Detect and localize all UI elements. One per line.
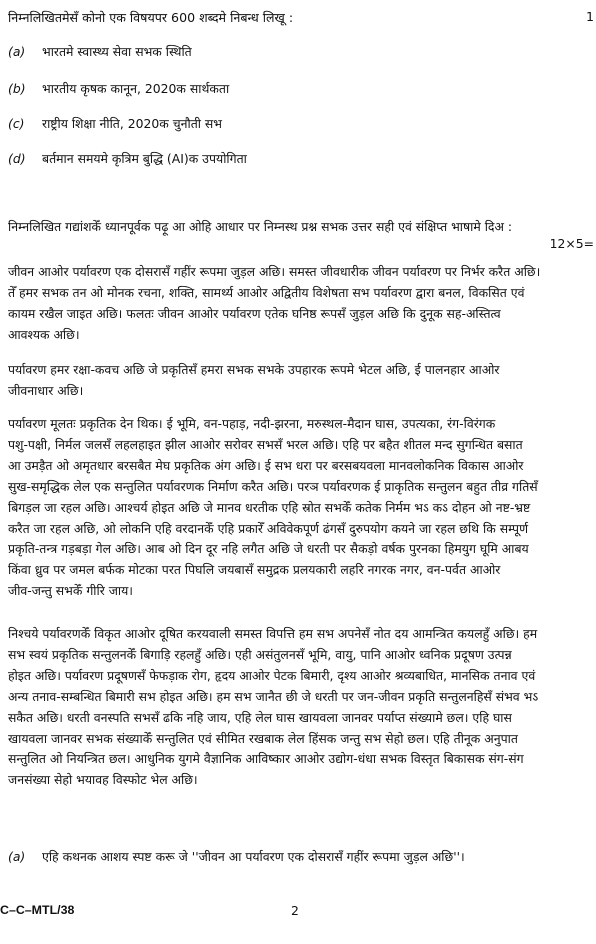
sub-question	[8, 848, 465, 865]
paragraph-line: आ उमड़ैत ओ अमृतधार बरसबैत मेघ प्रकृतिक अंग अछि। ई सभ धरा पर बरसबयवला मानवलोकनिक विकास आओर	[8, 457, 524, 473]
option-text: भारतमे स्वास्थ्य सेवा सभक स्थिति	[42, 44, 192, 59]
option-text: राष्ट्रीय शिक्षा नीति, 2020क चुनौती सभ	[42, 116, 222, 131]
paragraph-line: निश्चये पर्यावरणकेँ विकृत आओर दूषित करयवाली समस्त विपत्ति हम सभ अपनेसँ नोत दय आमन्त्रित कयलहुँ अछि। हम	[8, 626, 538, 641]
paragraph-line: पर्यावरण हमर रक्षा-कवच अछि जे प्रकृतिसँ हमरा सभक सभके उपहारक रूपमे भेटल अछि, ई पालनहार आओर	[8, 362, 500, 377]
paragraph-line: सन्तुलित ओ नियन्त्रित छल। आधुनिक युगमे वैज्ञानिक आविष्कार आओर उद्योग-धंधा सभक विस्तृत बिकासक संग-संग	[8, 751, 524, 767]
passage-instruction: निम्नलिखित गद्यांशकेँ ध्यानपूर्वक पढ़ू आ ओहि आधार पर निम्नस्थ प्रश्न सभक उत्तर सही एवं संक्षिप्त भाषामे दिअ :	[8, 219, 513, 234]
marks: 12×5=	[549, 236, 594, 251]
paragraph-line: होइत अछि। पर्यावरण प्रदूषणसँ फेफड़ाक रोग, हृदय आओर पेटक बिमारी, दृश्य आओर श्रव्यबाधित, मानसिक तनाव एवं	[8, 667, 536, 683]
paragraph-line: जनसंख्या सेहो भयावह विस्फोट भेल अछि।	[8, 772, 198, 788]
option-text: भारतीय कृषक कानून, 2020क सार्थकता	[42, 81, 230, 96]
essay-option	[8, 115, 222, 132]
option-label: (d)	[8, 151, 26, 166]
paragraph-line: सकैत अछि। धरती वनस्पति सभसँ ढकि नहि जाय, एहि लेल घास खायवला जानवर पर्याप्त संख्यामे छल। एहि घास	[8, 709, 512, 725]
question-label: (a)	[8, 849, 26, 864]
option-label: (c)	[8, 116, 25, 131]
question-number: 1	[585, 9, 594, 24]
paragraph-4	[8, 624, 590, 791]
paragraph-line: सभ स्वयं प्रकृतिक सन्तुलनकेँ बिगाड़ि रहलहुँ अछि। एही असंतुलनसँ भूमि, वायु, पानि आओर ध्वनिक प्रदूषण उत्पन्न	[8, 646, 512, 662]
paragraph-line: सुख-समृद्धिक लेल एक सन्तुलित पर्यावरणक निर्माण करैत अछि। परञ पर्यावरणक ई प्राकृतिक सन्तुलन बहुत तीव्र गतिसँ	[8, 478, 538, 494]
essay-option	[8, 80, 229, 97]
paragraph-line: पशु-पक्षी, निर्मल जलसँ लहलहाइत झील आओर सरोवर सभसँ भरल अछि। एहि पर बहैत शीतल मन्द सुगन्धित बसात	[8, 436, 523, 452]
paragraph-line: जीवन आओर पर्यावरण एक दोसरासँ गहींर रूपमा जुड़ल अछि। समस्त जीवधारीक जीवन पर्यावरण पर निर्भर करैत अछि।	[8, 264, 541, 279]
paragraph-line: अन्य तनाव-सम्बन्धित बिमारी सभ होइत अछि। हम सभ जानैत छी जे धरती पर जन-जीवन प्रकृति सन्तुलनहिसँ संभव भऽ	[8, 688, 539, 704]
essay-option	[8, 43, 192, 60]
paragraph-1	[8, 262, 590, 346]
paragraph-line: पर्यावरण मूलतः प्रकृतिक देन थिक। ई भूमि, वन-पहाड़, नदी-झरना, मरुस्थल-मैदान घास, उपत्यका, रंग-विरंगक	[8, 416, 496, 431]
essay-option	[8, 150, 247, 167]
paragraph-line: करैत जा रहल अछि, ओ लोकनि एहि वरदानकेँ एहि प्रकारेँ अविवेकपूर्ण ढंगसँ दुरुपयोग कयने जा रहल छथि कि सम्पूर्ण	[8, 520, 529, 536]
paragraph-line: प्रकृति-तन्त्र गड़बड़ा गेल अछि। आब ओ दिन दूर नहि लगैत अछि जे धरती पर सैकड़ो वर्षक पुरनका हिमयुग घूमि आबय	[8, 541, 529, 557]
paragraph-2	[8, 360, 590, 402]
paragraph-line: खायवला जानवर सभक संख्याकेँ सन्तुलित एवं सीमित रखबाक लेल हिंसक जन्तु सभ सेहो छल। एहि तीनूक अनुपात	[8, 730, 518, 746]
paragraph-line: आवश्यक अछि।	[8, 326, 80, 342]
paragraph-line: किंवा ध्रुव पर जमल बर्फक मोटका परत पिघलि जयबासँ समुद्रक प्रलयकारी लहरि नगरक नगर, वन-पर्वत आओर	[8, 562, 501, 578]
paragraph-3	[8, 414, 590, 602]
paper-code: C–C–MTL/38	[0, 903, 75, 917]
option-label: (a)	[8, 44, 26, 59]
paragraph-line: बिगड़ल जा रहल अछि। आश्चर्य होइत अछि जे मानव धरतीक एहि स्रोत सभकेँ कतेक निर्मम भऽ कऽ दोहन ओ नष्ट-भ्रष्ट	[8, 499, 531, 515]
essay-instruction: निम्नलिखितमेसँ कोनो एक विषयपर 600 शब्दमे निबन्ध लिखू :	[8, 10, 294, 25]
question-text: एहि कथनक आशय स्पष्ट करू जे ''जीवन आ पर्यावरण एक दोसरासँ गहींर रूपमा जुड़ल अछि''।	[42, 849, 465, 864]
paragraph-line: कायम रखैल जाइत अछि। फलतः जीवन आओर पर्यावरण एतेक घनिष्ठ रूपसँ जुड़ल अछि कि दुनूक सह-अस्तित्व	[8, 305, 501, 321]
option-label: (b)	[8, 81, 26, 96]
paragraph-line: जीवनाधार अछि।	[8, 382, 84, 398]
option-text: बर्तमान समयमे कृत्रिम बुद्धि (AI)क उपयोगिता	[42, 151, 247, 166]
paragraph-line: जीव-जन्तु सभकेँ गीरि जाय।	[8, 583, 134, 599]
page-number: 2	[291, 903, 299, 918]
paragraph-line: तेँ हमर सभक तन ओ मोनक रचना, शक्ति, सामर्थ्य आओर अद्वितीय विशेषता सभ पर्यावरण द्वारा बनल, विकसित एवं	[8, 284, 525, 300]
